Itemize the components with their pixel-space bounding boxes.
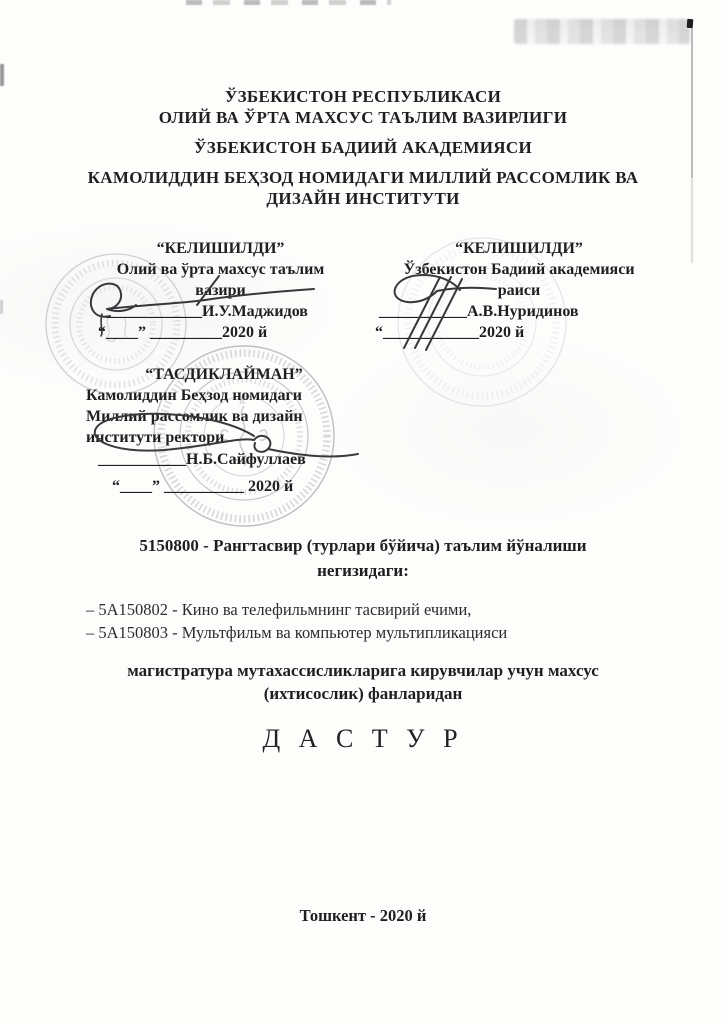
scan-artifact-cut-text (186, 0, 391, 5)
approval-org-line: Миллий рассомлик ва дизайн (86, 408, 303, 425)
scan-artifact-ink-dot (687, 19, 694, 28)
ministry-title: ОЛИЙ ВА ЎРТА МАХСУС ТАЪЛИМ ВАЗИРЛИГИ (158, 108, 568, 127)
program-direction-heading (0, 533, 726, 583)
ministry-header (0, 86, 726, 218)
institute-title-line2: ДИЗАЙН ИНСТИТУТИ (266, 189, 460, 208)
document-type-title: Д А С Т У Р (262, 724, 464, 753)
specialty-list (86, 598, 686, 644)
approval-title: “КЕЛИШИЛДИ” (156, 240, 285, 257)
signature-minister (80, 274, 340, 338)
footer-city-year: Тошкент - 2020 й (299, 906, 427, 925)
scan-artifact-edge-mark (0, 64, 4, 86)
program-direction-line1: 5150800 - Рангтасвир (турлари бўйича) таълим йўналиши (139, 536, 587, 555)
approval-org-line: раиси (497, 282, 541, 299)
date-line: “____” _________2020 й (98, 324, 268, 341)
approval-org-line: вазири (195, 282, 246, 299)
approval-org-line: Олий ва ўрта махсус таълим (116, 261, 325, 278)
approval-title: “КЕЛИШИЛДИ” (455, 240, 583, 257)
date-line: “____________2020 й (375, 324, 525, 341)
country-title: ЎЗБЕКИСТОН РЕСПУБЛИКАСИ (224, 87, 502, 106)
approval-org-line: институти ректори (86, 429, 225, 446)
scan-artifact-edge-mark-2 (0, 300, 3, 314)
program-purpose-line2: (ихтисослик) фанларидан (263, 684, 463, 703)
scan-artifact-smudge (514, 19, 690, 44)
institute-title-line1: КАМОЛИДДИН БЕҲЗОД НОМИДАГИ МИЛЛИЙ РАССОМЛИК ВА (87, 168, 639, 187)
program-direction-line2: негизидаги: (317, 561, 409, 580)
signature-line: ___________А.В.Нуридинов (379, 303, 579, 320)
approval-org-line: Камолиддин Беҳзод номидаги (86, 387, 302, 404)
program-purpose-line1: магистратура мутахассисликларига кирувчилар учун махсус (127, 661, 599, 680)
signature-rector (62, 406, 372, 480)
specialty-item: – 5А150803 - Мультфильм ва компьютер мультипликацияси (86, 623, 508, 642)
approval-title: “ТАСДИКЛАЙМАН” (145, 366, 303, 383)
signature-chairman (374, 268, 516, 366)
specialty-item: – 5А150802 - Кино ва телефильмнинг тасвирий ечими, (86, 600, 472, 619)
signature-line: ___________Н.Б.Сайфуллаев (98, 451, 306, 468)
signature-line: ____________И.У.Маджидов (106, 303, 308, 320)
program-purpose (0, 659, 726, 705)
approval-org-line: Ўзбекистон Бадиий академияси (403, 261, 635, 278)
academy-title: ЎЗБЕКИСТОН БАДИИЙ АКАДЕМИЯСИ (194, 138, 532, 157)
date-line: “____” __________ 2020 й (112, 478, 294, 495)
